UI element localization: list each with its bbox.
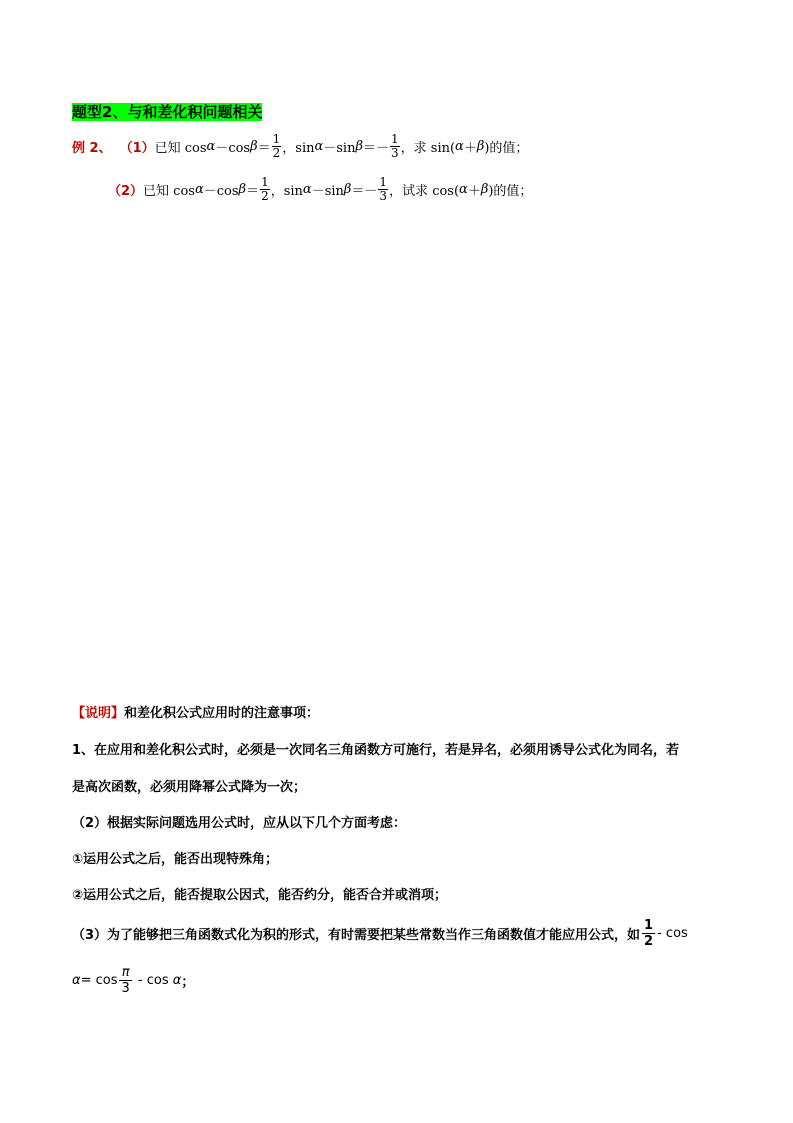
heading-title: 2、与和差化积问题相关 (102, 103, 263, 121)
fraction-one-half: $\frac{1}{2}$ (261, 174, 269, 203)
note-tag: 【说明】 (72, 706, 125, 721)
q1-text: 已知 cos (154, 140, 207, 156)
q2-number: （2） (108, 183, 144, 199)
note-point-2: （2）根据实际问题选用公式时，应从以下几个方面考虑： (72, 816, 407, 831)
heading-label: 题型 (72, 103, 103, 121)
fraction-one-third: $\frac{1}{3}$ (379, 174, 388, 203)
note-point-3-formula: α = cos $\frac{\pi}{3}$ - cos α ； (72, 964, 195, 996)
note-point-3: （3）为了能够把三角函数式化为积的形式，有时需要把某些常数当作三角函数值才能应用公式，如 $\frac{1}{2}$ - cos (72, 917, 688, 949)
note-point-2-2: ②运用公式之后，能否提取公因式，能否约分，能否合并或消项； (72, 888, 448, 903)
example-label: 例 2、 (72, 140, 112, 156)
example-q1: 例 2、 （1） 已知 cos α －cos β ＝ $\frac{1}{2}$ ，sin α －sin β ＝－ $\frac{1}{3}$ ，求 sin( α ＋ β )的值； (72, 131, 529, 160)
fraction-pi-over-3: $\frac{\pi}{3}$ (121, 964, 130, 996)
example-q2: （2） 已知 cos α －cos β ＝ $\frac{1}{2}$ ，sin α －sin β ＝－ $\frac{1}{3}$ ，试求 cos( α ＋ β )的值； (108, 174, 533, 203)
note-point-2-1: ①运用公式之后，能否出现特殊角； (72, 852, 279, 867)
note-title (72, 702, 319, 721)
fraction-one-half: $\frac{1}{2}$ (644, 917, 654, 949)
q1-number: （1） (119, 140, 155, 156)
section-heading (72, 101, 262, 123)
note-heading: 和差化积公式应用时的注意事项： (124, 706, 320, 721)
fraction-one-third: $\frac{1}{3}$ (391, 131, 399, 160)
fraction-one-half: $\frac{1}{2}$ (272, 131, 281, 160)
q2-text: 已知 cos (143, 183, 195, 199)
note-point-1b: 是高次函数，必须用降幂公式降为一次； (72, 780, 307, 795)
note-point-1a: 1、在应用和差化积公式时，必须是一次同名三角函数方可施行，若是异名，必须用诱导公式化为同名，若 (72, 743, 680, 758)
